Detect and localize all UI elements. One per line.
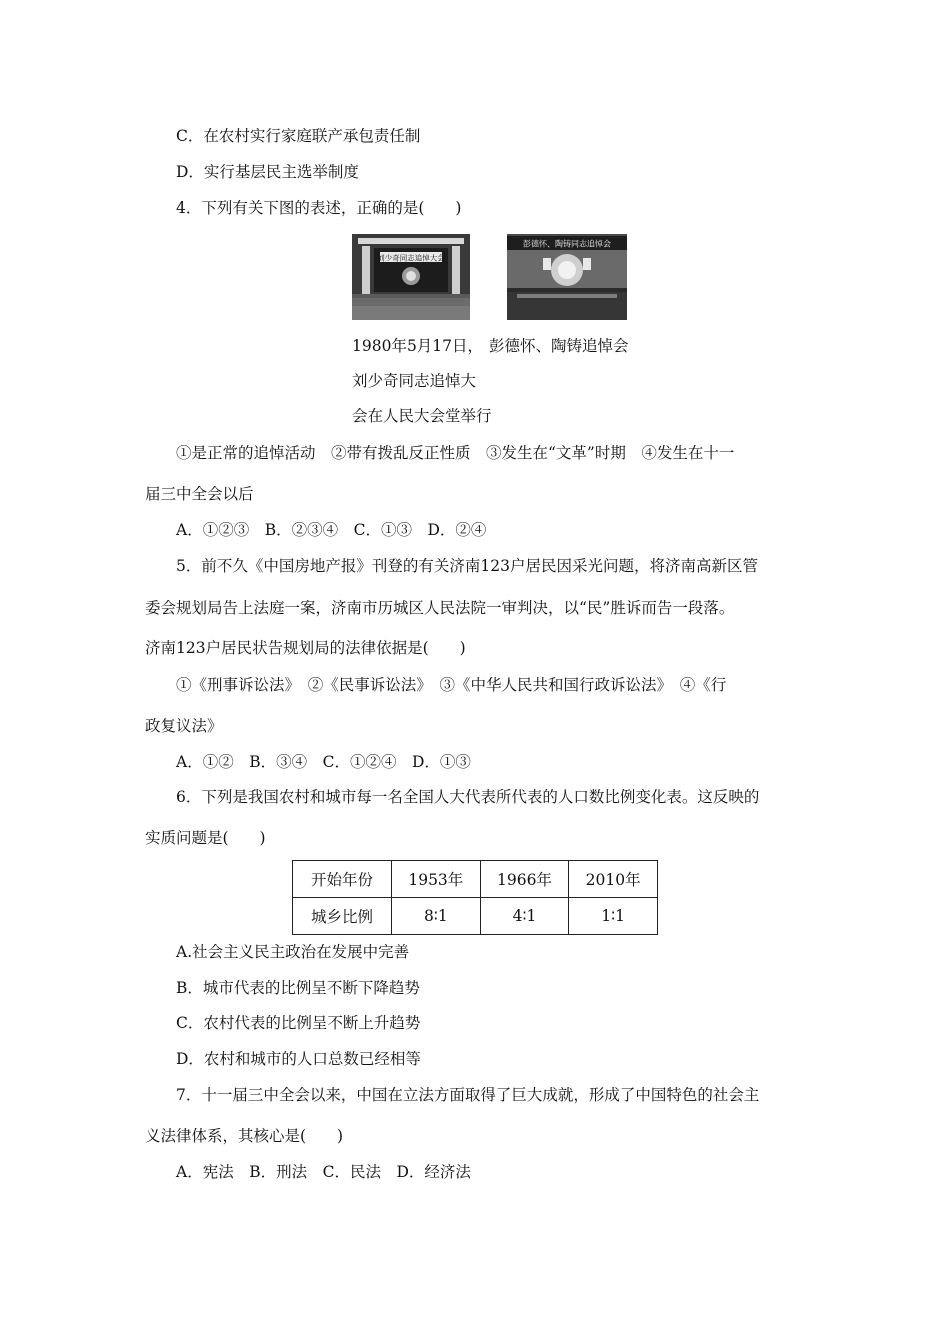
- q3-option-c: C．在农村实行家庭联产承包责任制: [176, 127, 421, 145]
- q6-option-d: D．农村和城市的人口总数已经相等: [176, 1050, 421, 1068]
- q3-option-d: D．实行基层民主选举制度: [176, 163, 359, 181]
- caption-left-line2: 刘少奇同志追悼大: [352, 372, 477, 390]
- q4-stem: 4．下列有关下图的表述，正确的是( ): [176, 199, 462, 217]
- q6-stem-line1: 6．下列是我国农村和城市每一名全国人大代表所代表的人口数比例变化表。这反映的: [176, 788, 760, 806]
- q5-statements-line1: ①《刑事诉讼法》 ②《民事诉讼法》 ③《中华人民共和国行政诉讼法》 ④《行: [176, 676, 727, 694]
- caption-left-line3: 会在人民大会堂举行: [352, 407, 492, 425]
- q6-option-a: A.社会主义民主政治在发展中完善: [176, 943, 410, 961]
- q5-stem-line3: 济南123户居民状告规划局的法律依据是( ): [145, 639, 466, 657]
- q7-stem-line2: 义法律体系，其核心是( ): [145, 1127, 344, 1145]
- q6-option-c: C．农村代表的比例呈不断上升趋势: [176, 1014, 421, 1032]
- photo2-banner-text: 彭德怀、陶铸同志追悼会: [523, 239, 611, 249]
- photo-liu-shaoqi-memorial: [352, 234, 470, 320]
- q7-options: A．宪法 B．刑法 C．民法 D．经济法: [176, 1163, 471, 1181]
- q6-stem-line2: 实质问题是( ): [145, 829, 266, 847]
- table-cell: 1953年: [392, 861, 481, 898]
- q7-stem-line1: 7．十一届三中全会以来，中国在立法方面取得了巨大成就，形成了中国特色的社会主: [176, 1086, 760, 1104]
- table-cell: 8∶1: [392, 898, 481, 935]
- table-cell: 4∶1: [480, 898, 569, 935]
- table-cell: 开始年份: [293, 861, 392, 898]
- q5-options: A．①② B．③④ C．①②④ D．①③: [176, 753, 471, 771]
- table-cell: 2010年: [569, 861, 658, 898]
- q5-stem-line2: 委会规划局告上法庭一案，济南市历城区人民法院一审判决，以“民”胜诉而告一段落。: [145, 599, 735, 617]
- q4-options: A．①②③ B．②③④ C．①③ D．②④: [176, 521, 487, 539]
- caption-left-line1: 1980年5月17日，: [352, 337, 484, 355]
- q6-option-b: B．城市代表的比例呈不断下降趋势: [176, 979, 420, 997]
- table-cell: 1966年: [480, 861, 569, 898]
- q5-statements-line2: 政复议法》: [145, 717, 223, 735]
- table-cell: 城乡比例: [293, 898, 392, 935]
- caption-right: 彭德怀、陶铸追悼会: [489, 337, 629, 355]
- q5-stem-line1: 5．前不久《中国房地产报》刊登的有关济南123户居民因采光问题，将济南高新区管: [176, 557, 758, 575]
- table-cell: 1∶1: [569, 898, 658, 935]
- table-row: [293, 861, 658, 898]
- urban-rural-ratio-table: [292, 860, 658, 935]
- photo-peng-tao-memorial: [507, 234, 627, 320]
- table-row: [293, 898, 658, 935]
- q4-statements-line1: ①是正常的追悼活动 ②带有拨乱反正性质 ③发生在“文革”时期 ④发生在十一: [176, 444, 735, 462]
- q4-statements-line2: 届三中全会以后: [145, 485, 254, 503]
- photo1-banner-text: 刘少奇同志追悼大会: [377, 253, 445, 263]
